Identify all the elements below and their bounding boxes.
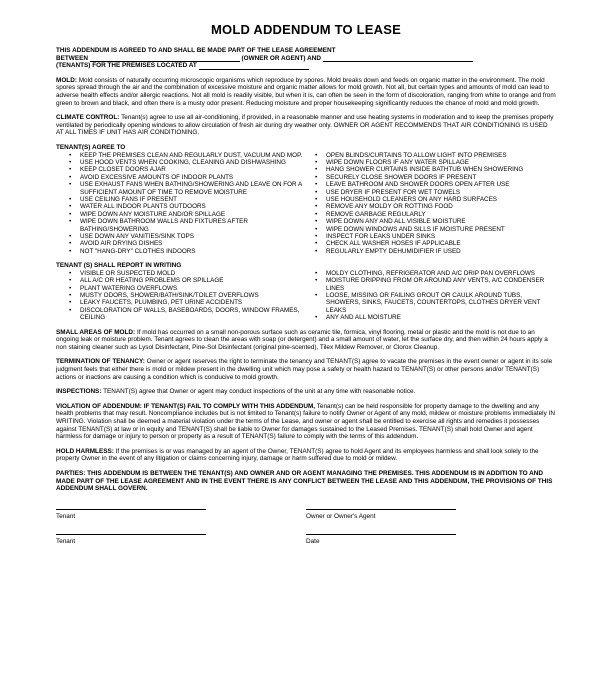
list-item: • LOOSE, MISSING OR FAILING GROUT OR CAULK AROUND TUBS, SHOWERS, SINKS, FAUCETS, COUNTERTOPS, CLOTHES DRYER VENT LEAKS bbox=[326, 292, 556, 314]
small-areas-label: SMALL AREAS OF MOLD: bbox=[56, 328, 136, 336]
list-item: • KEEP CLOSET DOORS AJAR bbox=[80, 166, 306, 173]
list-item: • KEEP THE PREMISES CLEAN AND REGULARLY DUST, VACUUM AND MOP. bbox=[80, 152, 306, 159]
small-areas-section bbox=[56, 329, 556, 352]
intro-line-1 bbox=[56, 47, 556, 55]
list-item: • REMOVE ANY MOLDY OR ROTTING FOOD bbox=[326, 203, 556, 210]
list-item: • CHECK ALL WASHER HOSES IF APPLICABLE bbox=[326, 240, 556, 247]
agree-heading: TENANT(S) AGREE TO bbox=[56, 143, 126, 151]
list-item: • AVOID AIR DRYING DISHES bbox=[80, 240, 306, 247]
agree-lists bbox=[56, 152, 556, 256]
list-item: • SECURELY CLOSE SHOWER DOORS IF PRESENT bbox=[326, 174, 556, 181]
list-item: • VISIBLE OR SUSPECTED MOLD bbox=[80, 270, 306, 277]
list-item: • HANG SHOWER CURTAINS INSIDE BATHTUB WHEN SHOWERING bbox=[326, 166, 556, 173]
mold-section bbox=[56, 77, 556, 107]
list-item: • LEAVE BATHROOM AND SHOWER DOORS OPEN AFTER USE bbox=[326, 181, 556, 188]
list-item: • USE HOOD VENTS WHEN COOKING, CLEANING AND DISHWASHING bbox=[80, 159, 306, 166]
violation-text: Tenant(s) can be held responsible for property damage to the dwelling and any health problems that may result. Noncompliance includes but is not limited to Tenant(s) failure to notify Owner or Agent of any mold, mildew or moisture problems immediately IN WRITING. Violation shall be deemed a material violation under the terms of the Lease, and owner or agent shall be entitled to exercise all rights and remedies it possesses against TENANT(S) at law or in equity and TENANT(S) shall be liable to Owner for damages sustained to the Leased Premises. TENANT(S) shall hold Owner and agent harmless for damage or injury to person or property as a result of TENANT(S) failure to comply with the terms of this addendum. bbox=[56, 402, 555, 441]
list-item: • OPEN BLINDS/CURTAINS TO ALLOW LIGHT INTO PREMISES bbox=[326, 152, 556, 159]
hold-harmless-section bbox=[56, 448, 556, 463]
list-item: • USE EXHAUST FANS WHEN BATHING/SHOWERING AND LEAVE ON FOR A SUFFICIENT AMOUNT OF TIME TO REMOVE MOISTURE bbox=[80, 181, 306, 196]
hold-harmless-text: If the premises is or was managed by an agent of the Owner, TENANT(S) agree to hold Agent and its employees harmless and shall look solely to the property Owner in the event of any litigation or claims concerning injury, damage or harm suffered due to mold or mildew. bbox=[56, 447, 539, 463]
list-item: • AVOID EXCESSIVE AMOUNTS OF INDOOR PLANTS bbox=[80, 174, 306, 181]
report-list-left bbox=[56, 270, 306, 322]
mold-label: MOLD: bbox=[56, 76, 77, 84]
list-item: • ALL A/C OR HEATING PROBLEMS OR SPILLAGE bbox=[80, 277, 306, 284]
mold-text: Mold consists of naturally occurring microscopic organisms which reproduce by spores. Mold breaks down and feeds on organic matter in the environment. The mold spores spread through the air and the combination of excessive moisture and organic matter allows for mold growth. Not all, but certain types and amounts of mold can lead to adverse health effects and/or allergic reactions. Not all mold is readily visible, but when it is, can often be seen in the form of discoloration, ranging from white to orange and from green to brown and black, and often there is a musty odor present. Reducing moisture and proper housekeeping significantly reduces the chance of mold and mold growth. bbox=[56, 76, 556, 107]
list-item: • WIPE DOWN FLOORS IF ANY WATER SPILLAGE bbox=[326, 159, 556, 166]
termination-section bbox=[56, 358, 556, 381]
agree-list-right bbox=[306, 152, 556, 256]
list-item: • MOLDY CLOTHING, REFRIGERATOR AND A/C DRIP PAN OVERFLOWS bbox=[326, 270, 556, 277]
premises-blank[interactable] bbox=[199, 63, 309, 70]
addendum-document bbox=[56, 22, 556, 545]
date-label: Date bbox=[306, 537, 320, 545]
list-item: • WIPE DOWN ANY AND ALL VISIBLE MOISTURE bbox=[326, 218, 556, 225]
list-item: • WIPE DOWN BATHROOM WALLS AND FIXTURES AFTER BATHING/SHOWERING bbox=[80, 218, 306, 233]
violation-bold-text: IF TENANT(S) FAIL TO COMPLY WITH THIS ADDENDUM, bbox=[141, 402, 316, 410]
small-areas-text: If mold has occurred on a small non-porous surface such as ceramic tile, formica, vinyl flooring, metal or plastic and the mold is not due to an ongoing leak or moisture problem. Tenant agrees to clean the areas with soap (or detergent) and a small amount of water, let the surface dry, and then within 24 hours apply a non staining cleaner such as Lysol Disinfectant, Pine-Sol Disinfectant (original pine-scented), Tilex Mildew Remover, or Clorox Cleanup. bbox=[56, 328, 548, 351]
termination-text: Owner or agent reserves the right to terminate the tenancy and TENANT(S) agree to vacate the premises in the event owner or agent in its sole judgment feels that either there is mold or mildew present in the dwelling unit which may pose a safety or health hazard to TENANT(S) or other persons and/or TENANT(S) actions or inactions are causing a condition which is conducive to mold growth. bbox=[56, 358, 553, 381]
list-item: • WIPE DOWN WINDOWS AND SILLS IF MOISTURE PRESENT bbox=[326, 226, 556, 233]
list-item: • PLANT WATERING OVERFLOWS bbox=[80, 285, 306, 292]
climate-text: Tenant(s) agree to use all air-conditioning, if provided, in a reasonable manner and use heating systems in moderation and to keep the premises properly ventilated by periodically opening windows to allow circulation of fresh air during dry weather only. OWNER OR AGENT RECOMMENDS THAT AIR CONDITIONING IS USED AT ALL TIMES IF UNIT HAS AIR CONDITIONING. bbox=[56, 114, 554, 137]
climate-label: CLIMATE CONTROL: bbox=[56, 114, 120, 122]
parties-section: PARTIES: THIS ADDENDUM IS BETWEEN THE TENANT(S) AND OWNER AND OR AGENT MANAGING THE PREMISES. THIS ADDENDUM IS IN ADDITION TO AND MADE PART OF THE LEASE AGREEMENT AND IN THE EVENT THERE IS ANY CONFLICT BETWEEN THE LEASE AND THIS ADDENDUM, THE PROVISIONS OF THIS ADDENDUM SHALL GOVERN. bbox=[56, 469, 553, 493]
list-item: • DISCOLORATION OF WALLS, BASEBOARDS, DOORS, WINDOW FRAMES, CEILING bbox=[80, 307, 306, 322]
intro-line-3 bbox=[56, 62, 556, 70]
intro-line-1-text: THIS ADDENDUM IS AGREED TO AND SHALL BE MADE PART OF THE LEASE AGREEMENT bbox=[56, 47, 336, 54]
owner-agent-signature-label: Owner or Owner's Agent bbox=[306, 512, 376, 520]
list-item: • MOISTURE DRIPPING FROM OR AROUND ANY VENTS, A/C CONDENSER LINES bbox=[326, 277, 556, 292]
termination-label: TERMINATION OF TENANCY: bbox=[56, 358, 145, 366]
inspections-text: TENANT(S) agree that Owner or agent may conduct inspections of the unit at any time with reasonable notice. bbox=[101, 388, 416, 396]
list-item: • USE DOWN ANY VANITIES/SINK TOPS bbox=[80, 233, 306, 240]
climate-section bbox=[56, 114, 556, 137]
tenants-blank[interactable] bbox=[323, 55, 473, 62]
list-item: • WIPE DOWN ANY MOISTURE AND/OR SPILLAGE bbox=[80, 211, 306, 218]
list-item: • WATER ALL INDOOR PLANTS OUTDOORS bbox=[80, 203, 306, 210]
tenant-2-signature-line[interactable] bbox=[56, 534, 206, 536]
list-item: • USE HOUSEHOLD CLEANERS ON ANY HARD SURFACES bbox=[326, 196, 556, 203]
between-label: BETWEEN bbox=[56, 54, 88, 62]
list-item: • USE DRYER IF PRESENT FOR WET TOWELS bbox=[326, 189, 556, 196]
list-item: • NOT "HANG-DRY" CLOTHES INDOORS bbox=[80, 248, 306, 255]
list-item: • INSPECT FOR LEAKS UNDER SINKS bbox=[326, 233, 556, 240]
list-item: • MUSTY ODORS, SHOWER/BATH/SINK/TOILET OVERFLOWS bbox=[80, 292, 306, 299]
list-item: • ANY AND ALL MOISTURE bbox=[326, 314, 556, 321]
list-item: • LEAKY FAUCETS, PLUMBING, PET URINE ACCIDENTS bbox=[80, 299, 306, 306]
report-heading: TENANT (S) SHALL REPORT IN WRITING bbox=[56, 262, 182, 270]
tenant-signature-label: Tenant bbox=[56, 512, 76, 520]
list-item: • USE CEILING FANS IF PRESENT bbox=[80, 196, 306, 203]
owner-agent-label: (OWNER OR AGENT) AND bbox=[241, 54, 321, 62]
report-lists bbox=[56, 270, 556, 322]
tenant-2-signature-label: Tenant bbox=[56, 537, 76, 545]
inspections-label: INSPECTIONS: bbox=[56, 388, 102, 396]
premises-label: (TENANTS) FOR THE PREMISES LOCATED AT bbox=[56, 62, 197, 70]
hold-harmless-label: HOLD HARMLESS: bbox=[56, 447, 114, 455]
inspections-section bbox=[56, 388, 556, 396]
signature-row-2 bbox=[56, 534, 556, 545]
date-line[interactable] bbox=[306, 534, 456, 536]
report-list-right bbox=[306, 270, 556, 322]
owner-agent-signature-line[interactable] bbox=[306, 509, 456, 511]
signature-row-1 bbox=[56, 509, 556, 520]
tenant-signature-line[interactable] bbox=[56, 509, 206, 511]
list-item: • REGULARLY EMPTY DEHUMIDIFIER IF USED bbox=[326, 248, 556, 255]
document-title: MOLD ADDENDUM TO LEASE bbox=[210, 22, 401, 37]
intro-line-2 bbox=[56, 55, 556, 63]
owner-agent-blank[interactable] bbox=[90, 55, 240, 62]
violation-label: VIOLATION OF ADDENDUM: bbox=[56, 402, 142, 410]
violation-section bbox=[56, 403, 556, 441]
list-item: • REMOVE GARBAGE REGULARLY bbox=[326, 211, 556, 218]
agree-list-left bbox=[56, 152, 306, 256]
